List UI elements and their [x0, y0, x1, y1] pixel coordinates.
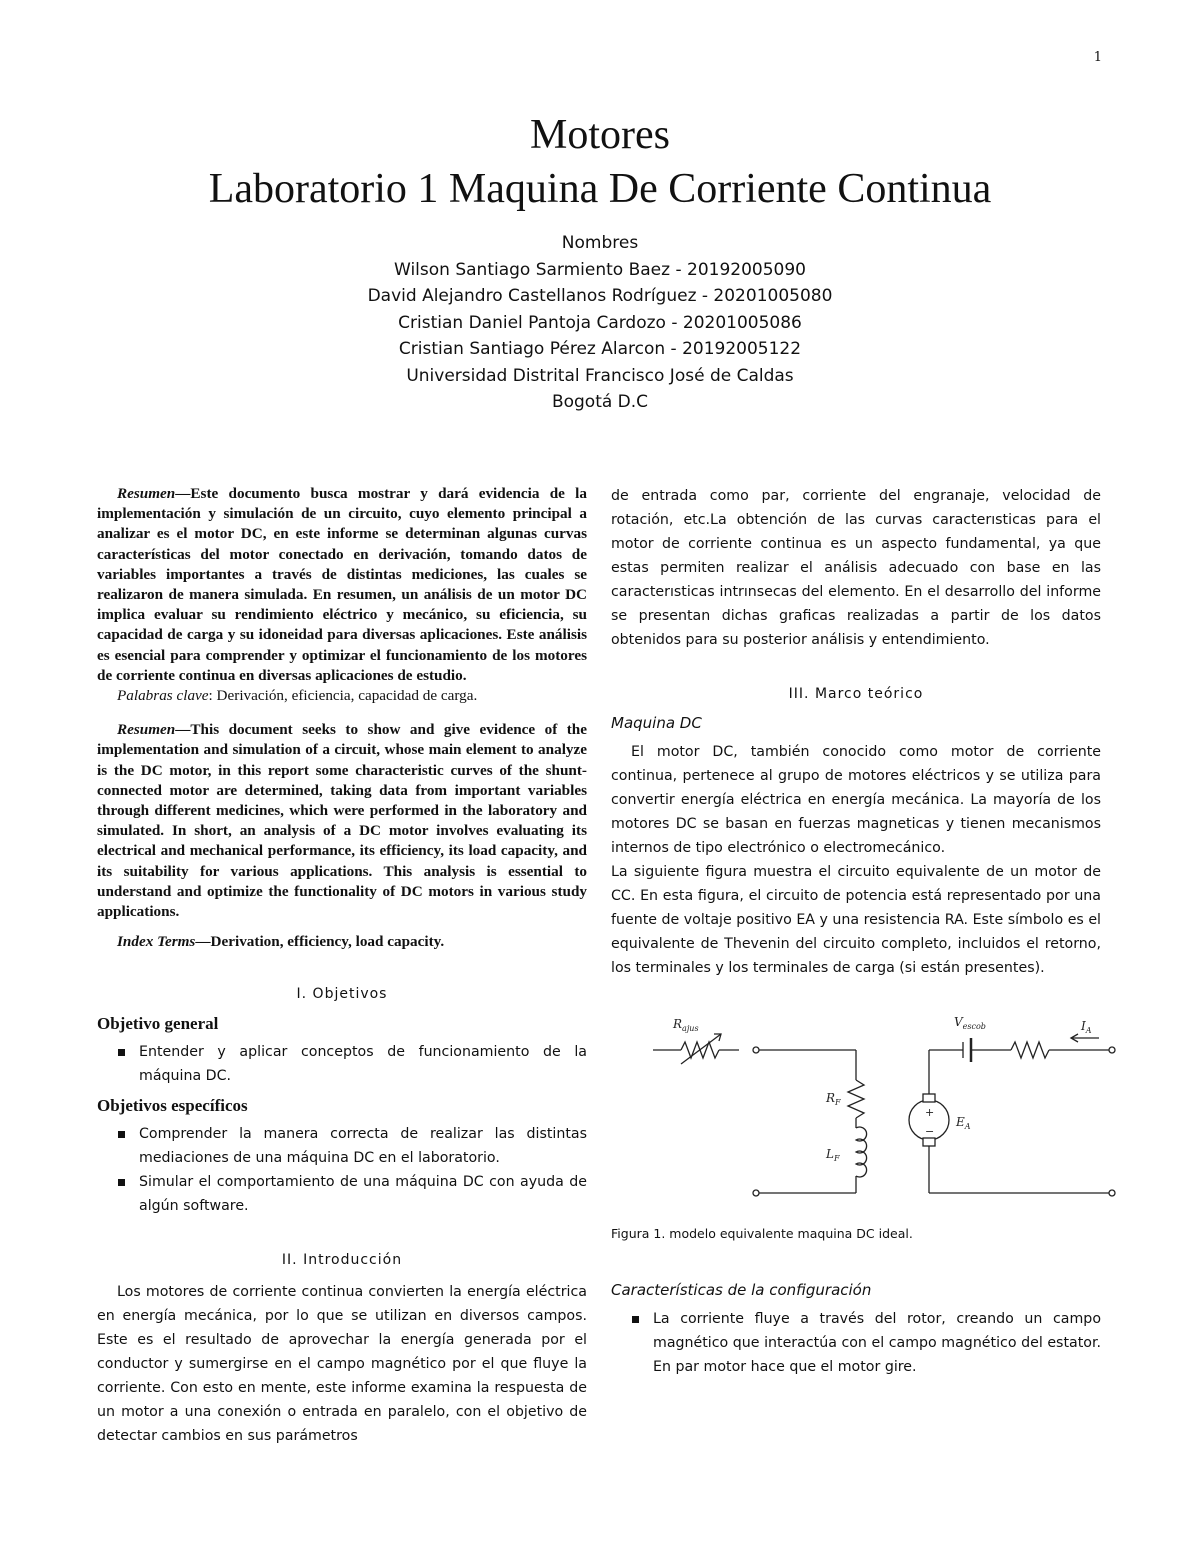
- specific-objectives-list: [97, 1122, 587, 1218]
- intro-paragraph: Los motores de corriente continua convierten la energía eléctrica en energía mecánica, por lo que se utilizan en diversos campos. Este es el resultado de aprovechar la energía generada por el conductor y sumergirse en el campo magnético por el que fluye la corriente. Con esto en mente, este informe examina la respuesta de un motor a una conexión o entrada en paralelo, con el objetivo de detectar cambios en sus parámetros: [97, 1284, 587, 1445]
- label-text: R: [673, 1017, 683, 1031]
- page-number: 1: [1093, 50, 1102, 65]
- label-v-escob: [954, 1015, 986, 1031]
- general-objectives-list: [97, 1040, 587, 1088]
- index-terms-label: Index Terms: [117, 933, 196, 951]
- label-text: E: [956, 1115, 965, 1129]
- keywords-text: : Derivación, eficiencia, capacidad de carga.: [208, 687, 478, 705]
- left-column: [97, 484, 587, 1448]
- figure-caption: Figura 1. modelo equivalente maquina DC ideal.: [611, 1226, 913, 1241]
- dc-motor-equivalent-circuit: [611, 1010, 1121, 1210]
- marco-paragraph-1: El motor DC, también conocido como motor de corriente continua, pertenece al grupo de motores eléctricos y se utiliza para convertir energía eléctrica en energía mecánica. La mayoría de los motores DC se basan en fuerzas magneticas y tienen mecanismos internos de tipo electrónico o electromecánico.: [611, 744, 1101, 856]
- motor-plus-sign: +: [925, 1106, 935, 1119]
- section-heading-objetivos: I. Objetivos: [296, 986, 388, 1003]
- title-block: [0, 108, 1200, 416]
- right-column: [611, 484, 1101, 1379]
- label-rf: [825, 1091, 841, 1107]
- section-heading-marco-teorico: III. Marco teórico: [788, 686, 924, 702]
- motor-minus-sign: −: [925, 1125, 935, 1138]
- paper-title-line1: Motores: [530, 112, 670, 158]
- author-block: [0, 230, 1200, 416]
- abstract-text: —Este documento busca mostrar y dará evidencia de la implementación y simulación de un circuito, cuyo elemento principal a analizar es el motor DC, en este informe se determinan algunas curvas características del motor conectado en derivación, tomando datos de variables importantes a través de distintas mediciones, las cuales se realizaron de manera simulada. En resumen, un análisis de un motor DC implica evaluar su rendimiento eléctrico y mecánico, su eficiencia, su capacidad de carga y su idoneidad para diversas aplicaciones. Este análisis es esencial para comprender y optimizar el funcionamiento de los motores de corriente continua en diversas aplicaciones de estudio.: [97, 485, 587, 684]
- author-line: Cristian Daniel Pantoja Cardozo - 20201005086: [398, 312, 802, 333]
- location: Bogotá D.C: [551, 392, 649, 412]
- figure-1: [611, 1010, 1101, 1241]
- label-text: I: [1081, 1019, 1086, 1033]
- abstract-english: [97, 720, 587, 952]
- subheading-objetivos-especificos: Objetivos específicos: [97, 1096, 248, 1116]
- label-sub: A: [1085, 1026, 1092, 1035]
- intro-paragraph-continued: de entrada como par, corriente del engranaje, velocidad de rotación, etc.La obtención de las curvas caracterısticas para el motor de corriente continua es un aspecto fundamental, ya que estas permiten realizar el análisis adecuado con base en las caracterısticas intrınsecas del elemento. En el desarrollo del informe se presentan dichas graficas realizadas a partir de los datos obtenidos para su posterior análisis y entendimiento.: [611, 488, 1101, 648]
- abstract-label: Resumen: [117, 721, 176, 739]
- label-sub: A: [964, 1122, 971, 1131]
- subheading-caracteristicas: Características de la configuración: [611, 1281, 872, 1299]
- abstract-spanish: [97, 484, 587, 706]
- subheading-maquina-dc: Maquina DC: [611, 714, 702, 732]
- abstract-label: Resumen: [117, 485, 176, 502]
- label-lf: [825, 1147, 840, 1163]
- author-line: Cristian Santiago Pérez Alarcon - 20192005122: [398, 339, 802, 359]
- label-sub: F: [833, 1154, 840, 1163]
- section-heading-introduccion: II. Introducción: [281, 1252, 403, 1269]
- affiliation: Universidad Distrital Francisco José de Caldas: [406, 365, 794, 386]
- label-text: V: [954, 1015, 963, 1029]
- label-text: L: [826, 1147, 834, 1161]
- marco-paragraph-2: La siguiente figura muestra el circuito equivalente de un motor de CC. En esta figura, el circuito de potencia está representado por una fuente de voltaje positivo EA y una resistencia RA. Este símbolo es el equivalente de Thevenin del circuito completo, incluidos el retorno, los terminales y los terminales de carga (si están presentes).: [611, 864, 1101, 976]
- paper-title-line2: Laboratorio 1 Maquina De Corriente Continua: [208, 166, 992, 212]
- subheading-objetivo-general: Objetivo general: [97, 1014, 219, 1034]
- label-ea: [955, 1115, 971, 1131]
- list-item: Entender y aplicar conceptos de funcionamiento de la máquina DC.: [97, 1040, 587, 1088]
- label-sub: F: [835, 1098, 841, 1107]
- index-terms-text: —Derivation, efficiency, load capacity.: [195, 933, 445, 951]
- label-sub: ajus: [682, 1024, 699, 1033]
- list-item: Simular el comportamiento de una máquina DC con ayuda de algún software.: [97, 1170, 587, 1218]
- keywords-label: Palabras clave: [117, 687, 209, 705]
- list-item: Comprender la manera correcta de realizar las distintas mediaciones de una máquina DC en el laboratorio.: [97, 1122, 587, 1170]
- label-text: R: [826, 1091, 836, 1105]
- author-line: David Alejandro Castellanos Rodríguez - 20201005080: [367, 286, 833, 306]
- label-r-ajus: [672, 1017, 699, 1033]
- abstract-text: —This document seeks to show and give evidence of the implementation and simulation of a circuit, whose main element to analyze is the DC motor, in this report some characteristic curves of the shunt-connected motor are determined, taking data from important variables through different medicines, which were performed in the laboratory and simulated. In short, an analysis of a DC motor involves evaluating its electrical and mechanical performance, its efficiency, its load capacity, and its suitability for various applications. This analysis is essential to understand and optimize the functionality of DC motors in various study applications.: [97, 721, 587, 921]
- list-item: La corriente fluye a través del rotor, creando un campo magnético que interactúa con el campo magnético del estator. En par motor hace que el motor gire.: [611, 1307, 1101, 1379]
- characteristics-list: [611, 1307, 1101, 1379]
- author-line: Wilson Santiago Sarmiento Baez - 20192005090: [394, 259, 806, 280]
- authors-heading: Nombres: [561, 233, 639, 253]
- label-sub: escob: [962, 1022, 986, 1031]
- label-ia: [1080, 1019, 1092, 1035]
